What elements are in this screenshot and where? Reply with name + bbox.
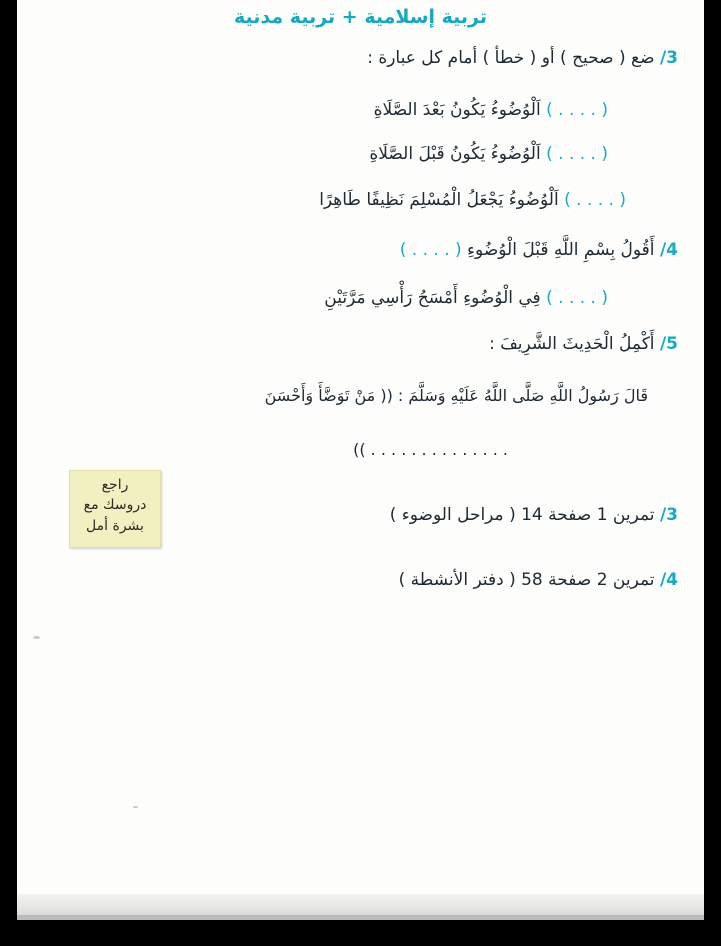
- question-4-number: 4/: [659, 240, 678, 260]
- question-4-item-2: [324, 288, 608, 308]
- statement-text: اَلْوُضُوءُ يَكُونُ قَبْلَ الصَّلَاةِ: [369, 144, 541, 164]
- statement-text: فِي الْوُضُوءِ أَمْسَحُ رَأْسِي مَرَّتَيْنِ: [324, 288, 541, 308]
- question-3-text: ضع ( صحيح ) أو ( خطأ ) أمام كل عبارة :: [367, 48, 655, 68]
- exercise-1-text: تمرين 1 صفحة 14 ( مراحل الوضوء ): [389, 505, 655, 525]
- hadith-text: قَالَ رَسُولُ اللَّهِ صَلَّى اللَّهُ عَلَيْهِ وَسَلَّمَ : (( مَنْ تَوَضَّأَ وَأَحْسَنَ: [264, 386, 648, 405]
- answer-bracket: ( . . . . ): [546, 100, 608, 120]
- question-5-instruction: [489, 334, 678, 354]
- answer-bracket: ( . . . . ): [564, 190, 626, 210]
- exercise-2-number: 4/: [659, 570, 678, 590]
- paper-speck: [133, 806, 138, 808]
- paper-bottom-edge: [17, 915, 704, 920]
- question-3-item-2: [369, 144, 608, 164]
- page-title: تربية إسلامية + تربية مدنية: [234, 6, 487, 28]
- sticky-note-line-1: راجع: [101, 477, 129, 493]
- question-3-item-1: [374, 100, 608, 120]
- question-4-instruction: [400, 240, 678, 260]
- question-3-number: 3/: [659, 48, 678, 68]
- homework-exercise-2: [399, 570, 678, 590]
- question-3-instruction: [367, 48, 678, 68]
- exercise-2-text: تمرين 2 صفحة 58 ( دفتر الأنشطة ): [398, 570, 655, 590]
- answer-bracket: ( . . . . ): [546, 288, 608, 308]
- question-5-number: 5/: [659, 334, 678, 354]
- answer-bracket: ( . . . . ): [546, 144, 608, 164]
- paper-sheet: [17, 0, 704, 920]
- question-3-item-3: [319, 190, 626, 210]
- paper-speck: [33, 636, 40, 639]
- question-5-text: أَكْمِلُ الْحَدِيثَ الشَّرِيفَ :: [489, 334, 655, 354]
- exercise-1-number: 3/: [659, 505, 678, 525]
- answer-bracket: ( . . . . ): [399, 240, 462, 260]
- homework-exercise-1: [390, 505, 678, 525]
- statement-text: اَلْوُضُوءُ يَجْعَلُ الْمُسْلِمَ نَظِيفًا طَاهِرًا: [319, 190, 559, 210]
- sticky-note-line-3: بشرة أمل: [86, 517, 144, 534]
- statement-text: اَلْوُضُوءُ يَكُونُ بَعْدَ الصَّلَاةِ: [373, 100, 541, 120]
- sticky-note: [69, 470, 161, 548]
- statement-text: أَقُولُ بِسْمِ اللَّهِ قَبْلَ الْوُضُوءِ: [467, 240, 655, 260]
- sticky-note-line-2: دروسك مع: [83, 497, 147, 514]
- hadith-blank-line: . . . . . . . . . . . . . . )): [353, 440, 508, 459]
